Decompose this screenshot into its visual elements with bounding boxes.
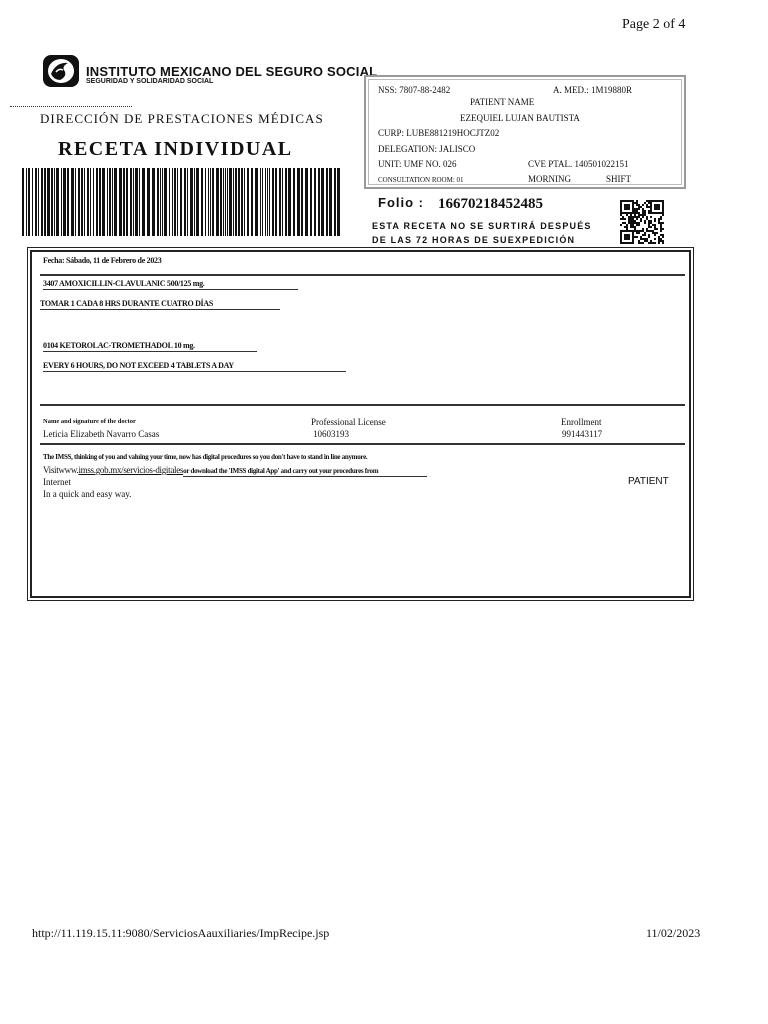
barcode-icon	[22, 168, 340, 236]
unit: UNIT: UMF NO. 026	[378, 159, 457, 169]
shift: SHIFT	[606, 174, 632, 184]
info-line-1: The IMSS, thinking of you and valuing your time, now has digital procedures so you don't have to stand in line anymore.	[43, 453, 368, 461]
direction-heading: DIRECCIÓN DE PRESTACIONES MÉDICAS	[40, 111, 324, 126]
footer-date: 11/02/2023	[646, 926, 701, 940]
qr-code-icon	[620, 200, 664, 244]
page-number: Page 2 of 4	[622, 17, 686, 32]
footer-url: http://11.119.15.11:9080/ServiciosAauxiliaries/ImpRecipe.jsp	[32, 926, 330, 940]
medication-1-dosage-text: TOMAR 1 CADA 8 HRS DURANTE CUATRO DÍAS	[40, 299, 280, 310]
institution-subtitle: SEGURIDAD Y SOLIDARIDAD SOCIAL	[86, 78, 214, 85]
license-number: 10603193	[313, 429, 349, 439]
institution-name: INSTITUTO MEXICANO DEL SEGURO SOCIAL	[86, 64, 378, 79]
divider	[10, 106, 132, 107]
info-line-4: In a quick and easy way.	[43, 489, 132, 499]
expiry-notice-line2: DE LAS 72 HORAS DE SUEXPEDICIÓN	[372, 235, 576, 245]
medication-2-dosage	[43, 361, 346, 372]
doctor-name: Leticia Elizabeth Navarro Casas	[43, 429, 160, 439]
copy-label: PATIENT	[628, 476, 669, 487]
patient-name: EZEQUIEL LUJAN BAUTISTA	[460, 113, 580, 123]
license-label: Professional License	[311, 417, 386, 427]
morning: MORNING	[528, 174, 572, 184]
divider	[40, 274, 685, 276]
medication-1-dosage	[40, 299, 280, 310]
prescription-box	[27, 247, 694, 601]
a-med: A. MED.: 1M19880R	[553, 85, 633, 95]
medication-1-name-text: 3407 AMOXICILLIN-CLAVULANIC 500/125 mg.	[43, 279, 298, 290]
cve-ptal: CVE PTAL. 140501022151	[528, 159, 629, 169]
prescription-date: Fecha: Sábado, 11 de Febrero de 2023	[43, 256, 162, 265]
patient-name-label: PATIENT NAME	[470, 97, 535, 107]
enrollment-number: 991443117	[562, 429, 603, 439]
medication-2-name	[43, 341, 257, 352]
medication-1-name	[43, 279, 298, 290]
doctor-name-label: Name and signature of the doctor	[43, 418, 136, 425]
imss-logo-icon	[42, 54, 80, 88]
curp: CURP: LUBE881219HOCJTZ02	[378, 128, 500, 138]
info-line-2	[43, 465, 427, 477]
divider	[40, 443, 685, 445]
patient-info-box	[364, 75, 686, 189]
expiry-notice-line1: ESTA RECETA NO SE SURTIRÁ DESPUÉS	[372, 221, 592, 231]
medication-2-dosage-text: EVERY 6 HOURS, DO NOT EXCEED 4 TABLETS A DAY	[43, 361, 346, 372]
consultation-room: CONSULTATION ROOM: 01	[378, 176, 464, 184]
delegation: DELEGATION: JALISCO	[378, 144, 476, 154]
divider	[40, 404, 685, 406]
enrollment-label: Enrollment	[561, 417, 602, 427]
imss-digital-link[interactable]: imss.gob.mx/servicios-digitales	[78, 465, 184, 475]
folio-label: Folio :	[378, 195, 424, 210]
info-line-2-suffix: or download the 'IMSS digital App' and carry out your procedures from	[183, 467, 427, 477]
medication-2-name-text: 0104 KETOROLAC-TROMETHADOL 10 mg.	[43, 341, 257, 352]
info-line-2-prefix: Visitwww.	[43, 465, 79, 475]
nss: NSS: 7807-88-2482	[378, 85, 451, 95]
document-title: RECETA INDIVIDUAL	[58, 138, 293, 160]
info-line-3: Internet	[43, 477, 71, 487]
folio-number: 16670218452485	[438, 196, 543, 212]
